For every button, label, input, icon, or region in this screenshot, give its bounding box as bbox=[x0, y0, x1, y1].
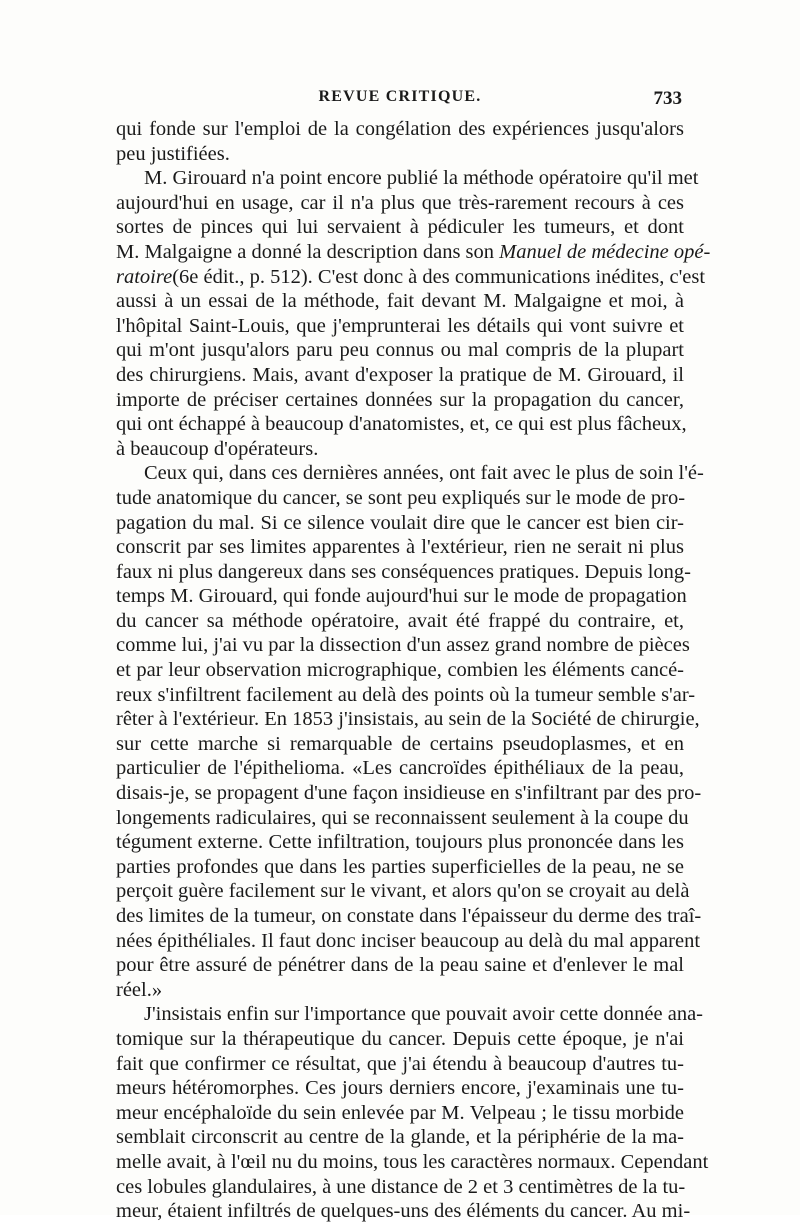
text-line: Ceux qui, dans ces dernières années, ont fait avec le plus de soin l'é- bbox=[144, 462, 704, 485]
text-line: qui m'ont jusqu'alors paru peu connus ou mal compris de la plupart bbox=[116, 339, 684, 362]
text-line: nées épithéliales. Il faut donc inciser beaucoup au delà du mal apparent bbox=[116, 929, 701, 952]
text-line: meurs hétéromorphes. Ces jours derniers encore, j'examinais une tu- bbox=[116, 1077, 684, 1100]
text-line: sur cette marche si remarquable de certains pseudoplasmes, et en bbox=[116, 732, 684, 755]
text-line: J'insistais enfin sur l'importance que pouvait avoir cette donnée ana- bbox=[144, 1003, 704, 1026]
text-line: reux s'infiltrent facilement au delà des points où la tumeur semble s'ar- bbox=[116, 683, 696, 706]
text-segment: M. Malgaigne a donné la description dans son bbox=[116, 240, 495, 263]
book-title: ratoire bbox=[116, 265, 173, 288]
text-line: des chirurgiens. Mais, avant d'exposer la pratique de M. Girouard, il bbox=[116, 363, 684, 386]
text-line: meur encéphaloïde du sein enlevée par M. Velpeau ; le tissu morbide bbox=[116, 1101, 684, 1124]
text-line: conscrit par ses limites apparentes à l'extérieur, rien ne serait ni plus bbox=[116, 536, 684, 559]
text-line: melle avait, à l'œil nu du moins, tous les caractères normaux. Cependant bbox=[116, 1150, 709, 1173]
text-line: faux ni plus dangereux dans ses conséquences pratiques. Depuis long- bbox=[116, 560, 691, 583]
text-line: aussi à un essai de la méthode, fait devant M. Malgaigne et moi, à bbox=[116, 290, 684, 313]
text-line: longements radiculaires, qui se reconnaissent seulement à la coupe du bbox=[116, 806, 689, 829]
text-line: à beaucoup d'opérateurs. bbox=[116, 437, 319, 460]
running-head: REVUE CRITIQUE. bbox=[318, 88, 482, 105]
book-title: Manuel de médecine opé- bbox=[499, 240, 711, 263]
text-line: réel.» bbox=[116, 978, 163, 1001]
text-line: du cancer sa méthode opératoire, avait été frappé du contraire, et, bbox=[116, 609, 684, 632]
page-number: 733 bbox=[653, 88, 682, 109]
text-line: disais-je, se propagent d'une façon insidieuse en s'infiltrant par des pro- bbox=[116, 782, 702, 805]
text-line: tomique sur la thérapeutique du cancer. Depuis cette époque, je n'ai bbox=[116, 1027, 684, 1050]
text-line: M. Girouard n'a point encore publié la méthode opératoire qu'il met bbox=[144, 167, 699, 190]
text-line: des limites de la tumeur, on constate dans l'épaisseur du derme des traî- bbox=[116, 905, 702, 927]
text-line: pagation du mal. Si ce silence voulait dire que le cancer est bien cir- bbox=[116, 511, 684, 534]
text-line: qui fonde sur l'emploi de la congélation des expériences jusqu'alors bbox=[116, 118, 684, 140]
text-line: parties profondes que dans les parties superficielles de la peau, ne se bbox=[116, 855, 684, 878]
text-line bbox=[116, 265, 706, 290]
text-line: qui ont échappé à beaucoup d'anatomistes, et, ce qui est plus fâcheux, bbox=[116, 413, 687, 436]
text-line: ces lobules glandulaires, à une distance de 2 et 3 centimètres de la tu- bbox=[116, 1175, 686, 1198]
text-line: semblait circonscrit au centre de la glande, et la périphérie de la ma- bbox=[116, 1126, 684, 1149]
text-line: particulier de l'épithelioma. «Les cancroïdes épithéliaux de la peau, bbox=[116, 757, 684, 780]
body-text bbox=[116, 117, 711, 1224]
text-segment: (6e édit., p. 512). C'est donc à des communications inédites, c'est bbox=[172, 265, 706, 288]
text-line: tégument externe. Cette infiltration, toujours plus prononcée dans les bbox=[116, 831, 684, 854]
text-line: rêter à l'extérieur. En 1853 j'insistais, au sein de la Société de chirurgie, bbox=[116, 708, 700, 731]
text-line: sortes de pinces qui lui servaient à pédiculer les tumeurs, et dont bbox=[116, 216, 684, 239]
text-line: pour être assuré de pénétrer dans de la peau saine et d'enlever le mal bbox=[116, 954, 684, 977]
text-line: meur, étaient infiltrés de quelques-uns des éléments du cancer. Au mi- bbox=[116, 1200, 691, 1223]
text-line: aujourd'hui en usage, car il n'a plus que très-rarement recours à ces bbox=[116, 191, 684, 214]
text-line: fait que confirmer ce résultat, que j'ai étendu à beaucoup d'autres tu- bbox=[116, 1052, 684, 1075]
text-line: importe de préciser certaines données sur la propagation du cancer, bbox=[116, 388, 684, 411]
text-line bbox=[116, 240, 711, 265]
text-line: comme lui, j'ai vu par la dissection d'un assez grand nombre de pièces bbox=[116, 634, 690, 657]
text-line: tude anatomique du cancer, se sont peu expliqués sur le mode de pro- bbox=[116, 486, 686, 509]
page-header bbox=[116, 88, 684, 116]
text-line: temps M. Girouard, qui fonde aujourd'hui sur le mode de propagation bbox=[116, 585, 687, 608]
text-line: peu justifiées. bbox=[116, 142, 230, 165]
text-line: et par leur observation micrographique, combien les éléments cancé- bbox=[116, 659, 684, 682]
text-line: perçoit guère facilement sur le vivant, et alors qu'on se croyait au delà bbox=[116, 880, 690, 903]
text-line: l'hôpital Saint-Louis, que j'emprunterai les détails qui vont suivre et bbox=[116, 314, 684, 337]
